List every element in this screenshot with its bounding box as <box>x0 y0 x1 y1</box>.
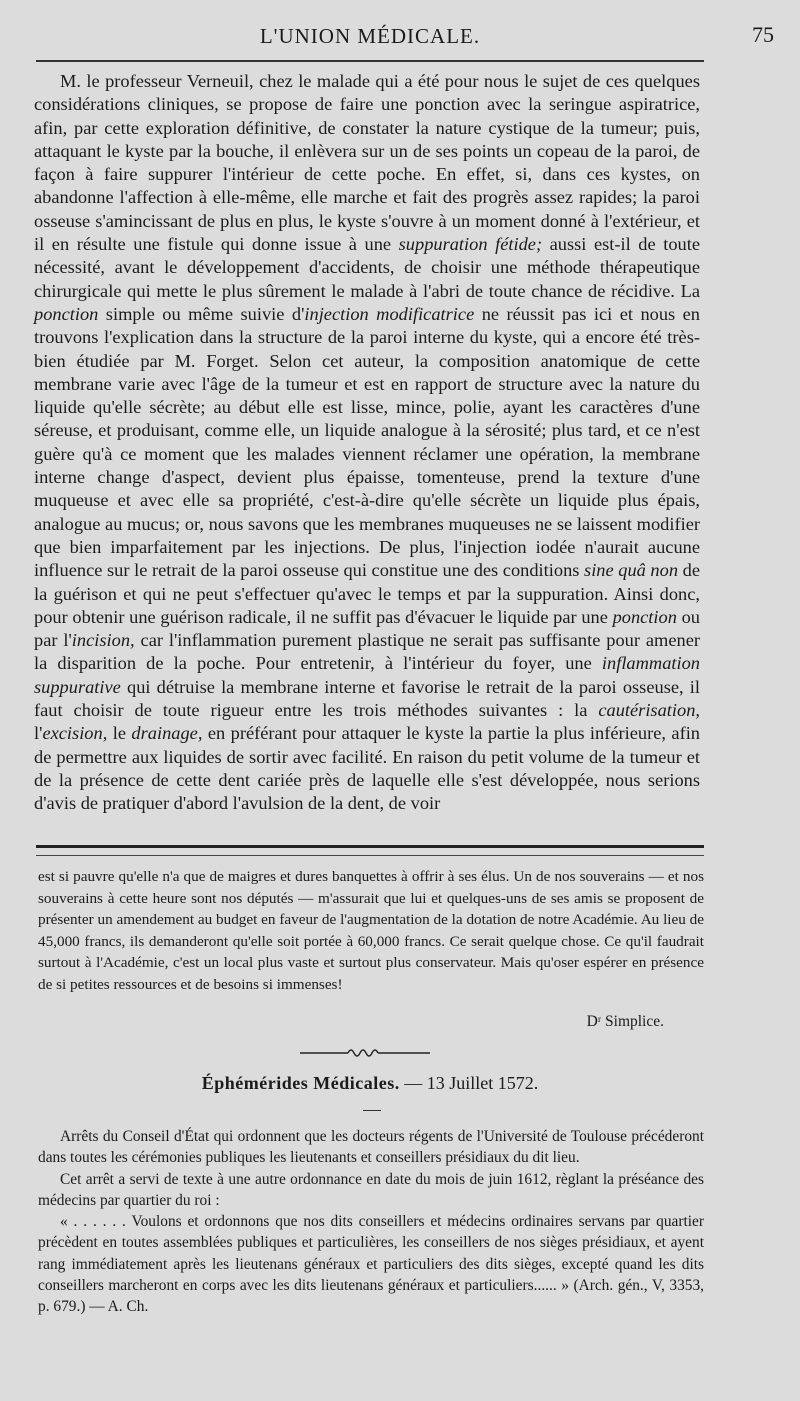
page-number: 75 <box>752 22 774 47</box>
feuilleton-separator <box>36 845 704 856</box>
ephemerides-date: — 13 Juillet 1572. <box>399 1073 539 1093</box>
ephemerides-quote: « . . . . . . Voulons et ordonnons que nos dits conseillers et médecins ordinaires servans par quartier précèdent en toutes assemblées publiques et particulières, les conseillers de nos sièges présidiaux, et ayent rang immédiatement après les lieutenans généraux et particuliers des dits sièges, excepté quand les dits conseillers marcheront en corps avec les dits lieutenans généraux et particuliers...... » (Arch. gén., V, 3353, p. 679.) — A. Ch. <box>38 1213 704 1316</box>
signature: Dʳ Simplice. <box>586 1013 664 1030</box>
ornament-divider <box>300 1046 430 1058</box>
title-rule <box>363 1110 381 1111</box>
ephemerides-paragraph: Cet arrêt a servi de texte à une autre ordonnance en date du mois de juin 1612, règlant la préséance des médecins par quartier du roi : <box>38 1170 704 1209</box>
running-title: L'UNION MÉDICALE. <box>259 24 481 48</box>
ephemerides-text <box>38 1126 704 1318</box>
feuilleton-text <box>38 866 704 996</box>
main-article-text <box>34 70 700 816</box>
page-header <box>36 18 774 58</box>
feuilleton-paragraph: est si pauvre qu'elle n'a que de maigres et dures banquettes à offrir à ses élus. Un de nos souverains — et nos souverains à cette heure sont nos députés — m'assurait que lui et quelques-uns de ses amis se proposent de présenter un amendement au budget en faveur de l'augmentation de la dotation de notre Académie. Au lieu de 45,000 francs, ils demanderont qu'elle soit portée à 60,000 francs. Ce serait quelque chose. Ce qu'il faudrait surtout à l'Académie, c'est un local plus vaste et surtout plus conservateur. Mais qu'oser espérer en présence de si petites ressources et de besoins si immenses! <box>38 868 704 993</box>
header-rule <box>36 60 704 62</box>
article-paragraph: M. le professeur Verneuil, chez le malade qui a été pour nous le sujet de ces quelques considérations cliniques, se propose de faire une ponction avec la seringue aspiratrice, afin, par cette exploration définitive, de constater la nature cystique de la tumeur; puis, attaquant le kyste par la bouche, il enlèvera sur un de ses points un copeau de la paroi, de façon à faire suppurer l'intérieur de cette poche. En effet, si, dans ces kystes, on abandonne l'affection à elle-même, elle marche et fait des progrès assez rapides; la paroi osseuse s'amincissant de plus en plus, le kyste s'ouvre à un moment donné à l'extérieur, et il en résulte une fistule qui donne issue à une suppuration fétide; aussi est-il de toute nécessité, avant le développement d'accidents, de choisir une méthode thérapeutique chirurgicale qui mette le plus sûrement le malade à l'abri de toute chance de récidive. La ponction simple ou même suivie d'injection modificatrice ne réussit pas ici et nous en trouvons l'explication dans la structure de la paroi interne du kyste, qui a encore été très-bien étudiée par M. Forget. Selon cet auteur, la composition anatomique de cette membrane varie avec l'âge de la tumeur et est en rapport de structure avec la nature du liquide qu'elle sécrète; au début elle est lisse, mince, polie, ayant les caractères d'une séreuse, et produisant, comme elle, un liquide analogue à la sérosité; plus tard, et ce n'est guère qu'à ce moment que les malades viennent réclamer une opération, la membrane interne change d'aspect, devient plus épaisse, tomenteuse, prend la texture d'une muqueuse et avec elle sa propriété, c'est-à-dire qu'elle sécrète un liquide plus épais, analogue au mucus; or, nous savons que les membranes muqueuses ne se laissent modifier que bien imparfaitement par les injections. De plus, l'injection iodée n'aurait aucune influence sur le retrait de la paroi osseuse qui constitue une des conditions sine quâ non de la guérison et qui ne peut s'effectuer qu'avec le temps et par la suppuration. Ainsi donc, pour obtenir une guérison radicale, il ne suffit pas d'évacuer le liquide par une ponction ou par l'incision, car l'inflammation purement plastique ne serait pas suffisante pour amener la disparition de la poche. Pour entretenir, à l'intérieur du foyer, une inflammation suppurative qui détruise la membrane interne et favorise le retrait de la paroi osseuse, il faut choisir de toute rigueur entre les trois méthodes suivantes : la cautérisation, l'excision, le drainage, en préférant pour attaquer le kyste la partie la plus inférieure, afin de permettre aux liquides de sortir avec facilité. En raison du petit volume de la tumeur et de la présence de cette dent cariée près de laquelle elle s'est développée, nous serions d'avis de pratiquer d'abord l'avulsion de la dent, de voir <box>34 71 701 814</box>
ephemerides-heading: Éphémérides Médicales. <box>201 1073 400 1093</box>
ephemerides-title <box>0 1073 740 1094</box>
ephemerides-paragraph: Arrêts du Conseil d'État qui ordonnent que les docteurs régents de l'Université de Toulouse précéderont dans toutes les cérémonies publiques les lieutenants et conseillers présidiaux du dit lieu. <box>38 1128 704 1167</box>
